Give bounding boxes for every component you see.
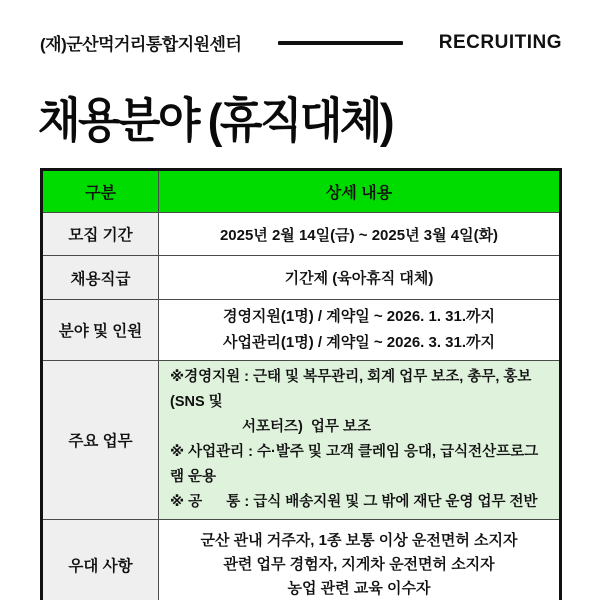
row-value-duties (159, 361, 561, 520)
row-value-position (159, 256, 561, 300)
duties-line-4: ※ 공 통 : 급식 배송지원 및 그 밖에 재단 운영 업무 전반 (170, 494, 538, 510)
duties-line-1: ※경영지원 : 근태 및 복무관리, 회계 업무 보조, 총무, 홍보(SNS 및 (170, 369, 532, 410)
divider-line (278, 41, 403, 45)
row-value-period (159, 213, 561, 256)
row-label-duties: 주요 업무 (42, 361, 159, 520)
row-value-preferred (159, 520, 561, 600)
row-label-preferred: 우대 사항 (42, 520, 159, 600)
column-header-category: 구분 (42, 170, 159, 213)
field-line-2: 사업관리(1명) / 계약일 ~ 2026. 3. 31.까지 (222, 334, 496, 351)
table-row-position (42, 256, 561, 300)
table-header-row (42, 170, 561, 213)
table-row-field (42, 300, 561, 361)
preferred-line-1: 군산 관내 거주자, 1종 보통 이상 운전면허 소지자 (200, 532, 518, 549)
preferred-line-2: 관련 업무 경험자, 지게차 운전면허 소지자 (223, 556, 495, 573)
table-row-preferred (42, 520, 561, 600)
row-value-field (159, 300, 561, 361)
row-label-period: 모집 기간 (42, 213, 159, 256)
duties-line-3: ※ 사업관리 : 수·발주 및 고객 클레임 응대, 급식전산프로그램 운용 (170, 444, 539, 485)
field-line-1: 경영지원(1명) / 계약일 ~ 2026. 1. 31.까지 (222, 308, 496, 325)
row-label-position: 채용직급 (42, 256, 159, 300)
column-header-detail: 상세 내용 (159, 170, 561, 213)
top-brand-bar (40, 30, 562, 55)
recruitment-table (40, 168, 562, 600)
row-label-field: 분야 및 인원 (42, 300, 159, 361)
duties-line-2: 서포터즈) 업무 보조 (242, 419, 371, 435)
recruiting-label: RECRUITING (438, 31, 562, 53)
table-row-period (42, 213, 561, 256)
position-value: 기간제 (육아휴직 대체) (284, 270, 434, 287)
page-title: 채용분야 (휴직대체) (38, 94, 393, 148)
table-row-duties (42, 361, 561, 520)
preferred-line-3: 농업 관련 교육 이수자 (287, 580, 431, 597)
period-value: 2025년 2월 14일(금) ~ 2025년 3월 4일(화) (219, 226, 499, 244)
brand-name: (재)군산먹거리통합지원센터 (40, 35, 242, 54)
